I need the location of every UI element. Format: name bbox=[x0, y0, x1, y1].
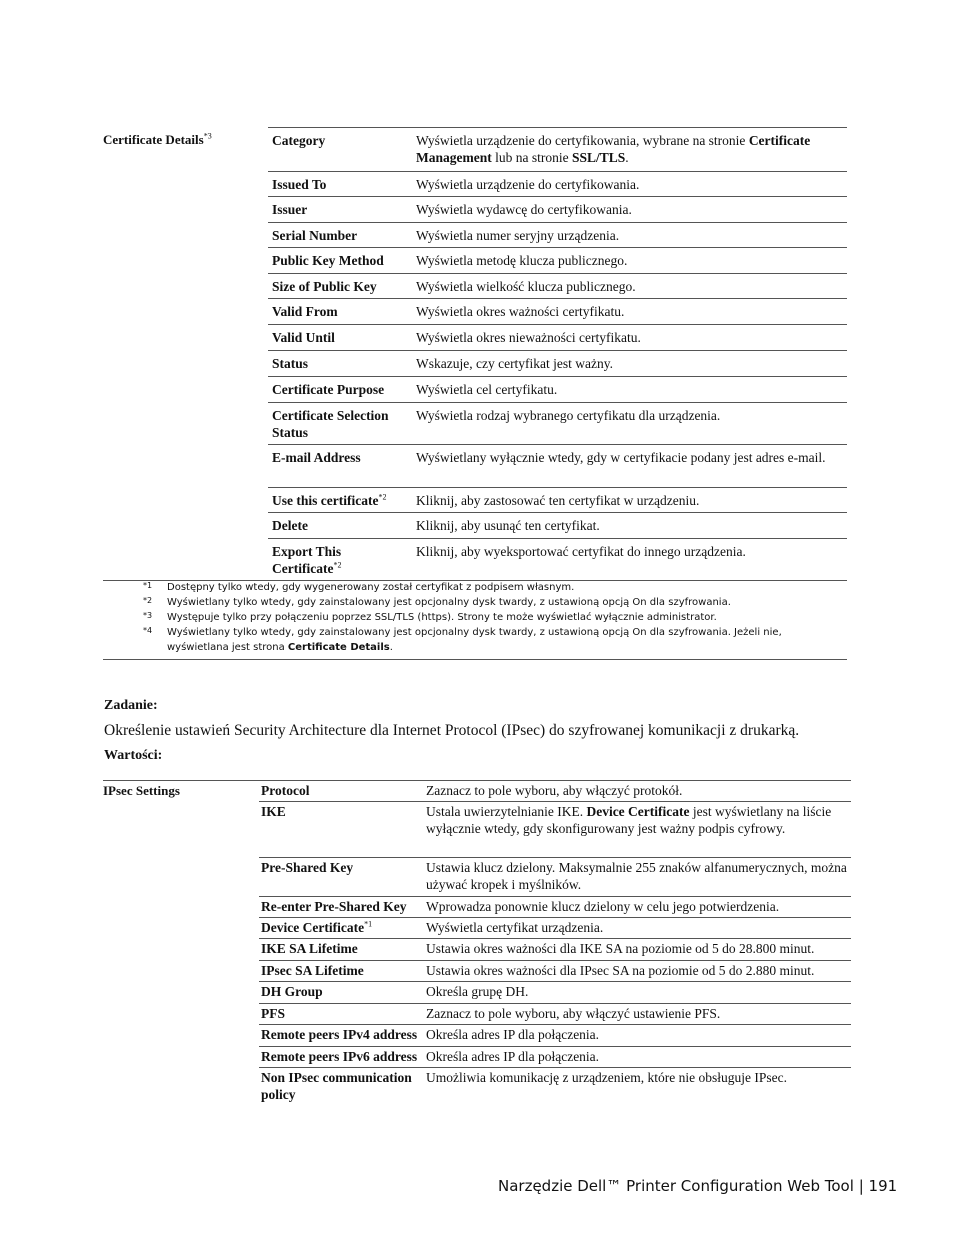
table-row bbox=[268, 350, 847, 377]
setting-description: Wyświetla okres ważności certyfikatu. bbox=[416, 304, 625, 319]
table-row bbox=[268, 324, 847, 351]
setting-name: IKE bbox=[261, 804, 286, 819]
table-row bbox=[259, 801, 851, 858]
setting-name: Protocol bbox=[261, 783, 310, 798]
table-row bbox=[268, 376, 847, 403]
task-heading: Zadanie: bbox=[104, 698, 158, 713]
setting-description: Wprowadza ponownie klucz dzielony w celu jego potwierdzenia. bbox=[426, 899, 780, 914]
table-row bbox=[259, 1024, 851, 1047]
setting-name: Serial Number bbox=[272, 228, 358, 243]
table-row bbox=[268, 298, 847, 325]
setting-name: Valid From bbox=[272, 304, 338, 319]
setting-name: Pre-Shared Key bbox=[261, 860, 354, 875]
setting-name: Device Certificate$^{*1}$ bbox=[261, 919, 373, 935]
setting-description: Ustala uwierzytelnianie IKE. Device Certificate jest wyświetlany na liście wyłącznie wtedy, gdy skonfigurowany jest ważny podpis cyfrowy. bbox=[426, 804, 832, 836]
setting-description: Wyświetla cel certyfikatu. bbox=[416, 382, 558, 397]
table-row bbox=[268, 538, 847, 580]
setting-description: Wskazuje, czy certyfikat jest ważny. bbox=[416, 356, 614, 371]
setting-description: Zaznacz to pole wyboru, aby włączyć protokół. bbox=[426, 783, 683, 798]
setting-description: Określa grupę DH. bbox=[426, 984, 529, 999]
setting-description: Zaznacz to pole wyboru, aby włączyć ustawienie PFS. bbox=[426, 1006, 721, 1021]
setting-description: Wyświetla okres nieważności certyfikatu. bbox=[416, 330, 641, 345]
table-row bbox=[259, 857, 851, 897]
table-row bbox=[259, 917, 851, 939]
table-row bbox=[259, 938, 851, 961]
page-footer bbox=[498, 1177, 897, 1195]
setting-name: Issued To bbox=[272, 177, 327, 192]
setting-description: Wyświetla wydawcę do certyfikowania. bbox=[416, 202, 632, 217]
setting-name: Delete bbox=[272, 518, 308, 533]
setting-description: Wyświetla numer seryjny urządzenia. bbox=[416, 228, 620, 243]
footer-separator: | bbox=[858, 1177, 864, 1195]
values-heading: Wartości: bbox=[104, 748, 163, 763]
setting-description: Kliknij, aby usunąć ten certyfikat. bbox=[416, 518, 600, 533]
setting-name: Use this certificate$^{*2}$ bbox=[272, 492, 387, 508]
footnote-text: Wyświetlany tylko wtedy, gdy zainstalowany jest opcjonalny dysk twardy, z ustawioną opcją On dla szyfrowania. bbox=[167, 597, 731, 608]
setting-name: Size of Public Key bbox=[272, 279, 377, 294]
setting-name: Certificate Selection Status bbox=[272, 408, 389, 440]
setting-description: Ustawia klucz dzielony. Maksymalnie 255 znaków alfanumerycznych, można używać kropek i myślników. bbox=[426, 860, 847, 892]
setting-name: Export This Certificate$^{*2}$ bbox=[272, 544, 342, 576]
table-row bbox=[268, 247, 847, 274]
table-row bbox=[268, 127, 847, 172]
setting-name: IKE SA Lifetime bbox=[261, 941, 358, 956]
setting-description: Wyświetla certyfikat urządzenia. bbox=[426, 920, 604, 935]
footnote-text: Dostępny tylko wtedy, gdy wygenerowany został certyfikat z podpisem własnym. bbox=[167, 582, 575, 593]
setting-description: Wyświetla metodę klucza publicznego. bbox=[416, 253, 628, 268]
setting-name: Category bbox=[272, 133, 326, 148]
setting-description: Umożliwia komunikację z urządzeniem, które nie obsługuje IPsec. bbox=[426, 1070, 788, 1085]
setting-name: Certificate Purpose bbox=[272, 382, 385, 397]
table-row bbox=[268, 444, 847, 488]
setting-name: DH Group bbox=[261, 984, 323, 999]
table-row bbox=[259, 981, 851, 1004]
table-row bbox=[268, 487, 847, 513]
setting-name: Issuer bbox=[272, 202, 308, 217]
setting-description: Ustawia okres ważności dla IPsec SA na poziomie od 5 do 2.880 minut. bbox=[426, 963, 815, 978]
footer-title: Narzędzie Dell™ Printer Configuration Web Tool bbox=[498, 1177, 854, 1195]
setting-name: Status bbox=[272, 356, 309, 371]
group-label: IPsec Settings bbox=[103, 783, 180, 798]
table-row bbox=[268, 512, 847, 539]
footnotes-end-rule bbox=[103, 659, 847, 660]
task-description: Określenie ustawień Security Architecture dla Internet Protocol (IPsec) do szyfrowanej komunikacji z drukarką. bbox=[104, 722, 800, 739]
table-row bbox=[259, 960, 851, 982]
setting-description: Określa adres IP dla połączenia. bbox=[426, 1049, 600, 1064]
group-label: Certificate Details$^{*3}$ bbox=[103, 131, 212, 147]
table-row bbox=[268, 222, 847, 248]
setting-description: Wyświetla rodzaj wybranego certyfikatu dla urządzenia. bbox=[416, 408, 721, 423]
table-row bbox=[259, 1046, 851, 1068]
footnote-text: Wyświetlany tylko wtedy, gdy zainstalowany jest opcjonalny dysk twardy, z ustawioną opcją On dla szyfrowania. Jeżeli nie, wyświetlana jest strona Certificate Details. bbox=[167, 627, 782, 653]
setting-description: Kliknij, aby zastosować ten certyfikat w urządzeniu. bbox=[416, 493, 700, 508]
setting-description: Ustawia okres ważności dla IKE SA na poziomie od 5 do 28.800 minut. bbox=[426, 941, 815, 956]
setting-description: Określa adres IP dla połączenia. bbox=[426, 1027, 600, 1042]
setting-description: Wyświetla wielkość klucza publicznego. bbox=[416, 279, 636, 294]
table-row bbox=[259, 1003, 851, 1025]
footnote-text: Występuje tylko przy połączeniu poprzez SSL/TLS (https). Strony te może wyświetlać wyłącznie administrator. bbox=[167, 612, 717, 623]
table-row bbox=[268, 402, 847, 445]
setting-name: PFS bbox=[261, 1006, 286, 1021]
setting-name: E-mail Address bbox=[272, 450, 361, 465]
table-row bbox=[268, 196, 847, 223]
setting-description: Kliknij, aby wyeksportować certyfikat do innego urządzenia. bbox=[416, 544, 746, 559]
setting-name: IPsec SA Lifetime bbox=[261, 963, 364, 978]
setting-name: Remote peers IPv4 address bbox=[261, 1027, 418, 1042]
setting-name: Remote peers IPv6 address bbox=[261, 1049, 418, 1064]
table-row bbox=[268, 171, 847, 197]
setting-name: Non IPsec communication policy bbox=[261, 1070, 412, 1102]
footnote-mark: *1 bbox=[143, 581, 153, 590]
setting-description: Wyświetlany wyłącznie wtedy, gdy w certyfikacie podany jest adres e-mail. bbox=[416, 450, 826, 465]
table-row bbox=[268, 273, 847, 299]
table-row bbox=[259, 780, 851, 802]
setting-name: Public Key Method bbox=[272, 253, 384, 268]
footnote-mark: *4 bbox=[143, 626, 153, 635]
setting-description: Wyświetla urządzenie do certyfikowania, wybrane na stronie Certificate Management lub na stronie SSL/TLS. bbox=[416, 133, 811, 165]
table-row bbox=[259, 1067, 851, 1107]
setting-name: Re-enter Pre-Shared Key bbox=[261, 899, 407, 914]
setting-name: Valid Until bbox=[272, 330, 335, 345]
page-number: 191 bbox=[868, 1177, 898, 1195]
table-row bbox=[259, 896, 851, 918]
setting-description: Wyświetla urządzenie do certyfikowania. bbox=[416, 177, 640, 192]
footnote-mark: *3 bbox=[143, 611, 153, 620]
footnote-mark: *2 bbox=[143, 596, 153, 605]
